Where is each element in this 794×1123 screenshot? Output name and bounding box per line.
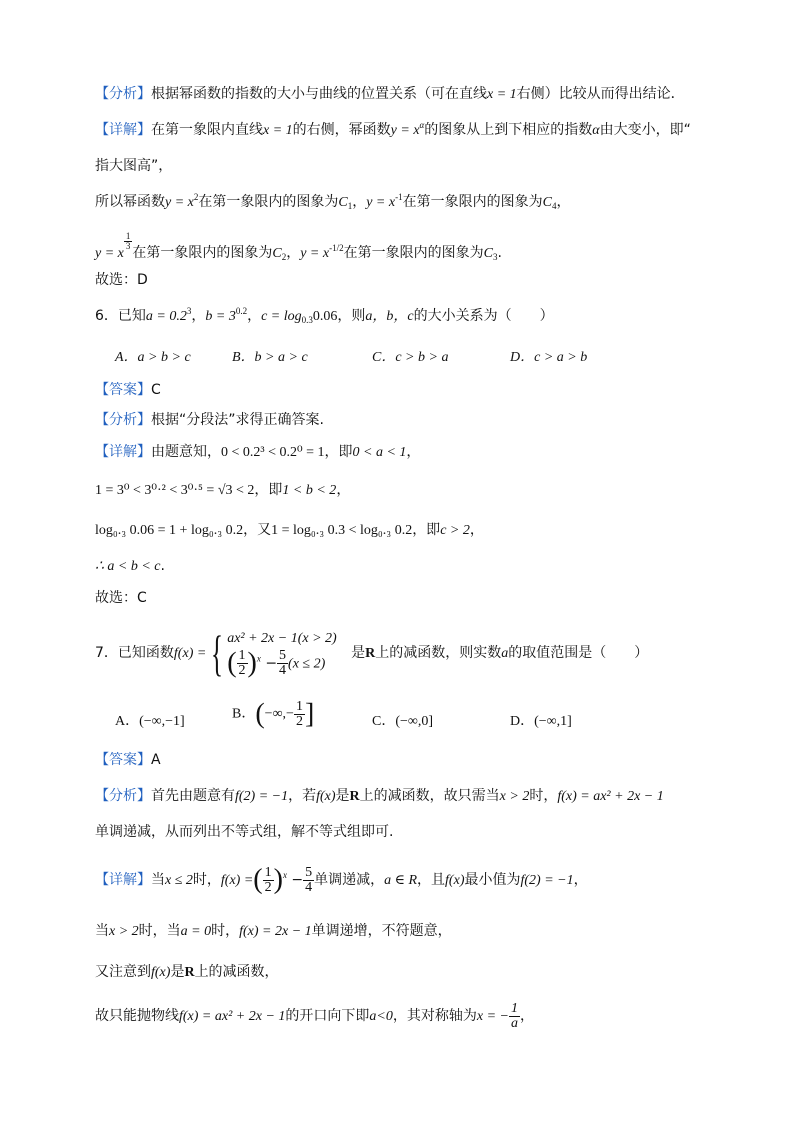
detail-line-q7-1: 【详解】当x ≤ 2时，f(x) =( $\frac{1}{2}$ )$^x$ − $\frac{5}{4}$ 单调递减，a ∈ R，且f(x)最小值为f(2) = −1， — [95, 864, 588, 895]
numerator: 1 — [264, 864, 272, 880]
equation: a = 0.2 — [145, 309, 187, 324]
real-set: R — [184, 965, 195, 980]
equation: y = x — [390, 123, 420, 138]
equation: 1 = 3⁰ < 3⁰·² < 3⁰·⁵ = √3 < 2 — [95, 483, 255, 498]
text: 的开口向下即 — [285, 1008, 370, 1024]
text: 上的减函数， — [194, 964, 279, 980]
subscript: 2 — [281, 252, 287, 262]
text: 上的减函数，则实数 — [375, 645, 502, 661]
text: ， — [286, 245, 301, 261]
option-text: A．(−∞,−1] — [115, 714, 185, 729]
text: 是 — [351, 645, 366, 661]
text: 单调递减， — [314, 872, 385, 888]
text: 的图象从上到下相应的指数 — [424, 122, 593, 138]
exponent: 0.2 — [235, 306, 248, 316]
equation: ∴ a < b < c — [95, 559, 161, 574]
equation: x = 1 — [487, 87, 517, 102]
text: 由大变小，即“ — [599, 122, 691, 138]
text: 当 — [151, 872, 165, 888]
text: 由题意知， — [151, 444, 221, 460]
equation: x = 1 — [263, 123, 293, 138]
text: ， — [352, 194, 367, 210]
option-text: D．c > a > b — [510, 350, 588, 365]
subscript: 3 — [492, 252, 498, 262]
equation: b = 3 — [205, 309, 236, 324]
equation: f(2) = −1 — [520, 873, 574, 888]
text: ，即 — [412, 522, 441, 538]
option-a — [115, 710, 185, 730]
text: 是 — [335, 788, 350, 804]
exponent: -1/2 — [329, 243, 344, 253]
text: 故选：D — [95, 272, 148, 288]
option-text: B．b > a > c — [232, 350, 308, 365]
detail-line-q5-2 — [95, 192, 570, 213]
equation: f(2) = −1 — [235, 789, 289, 804]
equation: f(x) = ax² + 2x − 1 — [179, 1009, 286, 1024]
condition: (x ≤ 2) — [288, 656, 326, 671]
denominator: 4 — [305, 879, 313, 895]
option-text: −∞,− — [264, 706, 294, 722]
answer-tag: 【答案】 — [95, 752, 151, 768]
text: ， — [406, 444, 421, 460]
equation: y = x — [366, 195, 396, 210]
text: 在第一象限内的图象为 — [198, 194, 339, 210]
real-set: R — [365, 646, 376, 661]
text: ，即 — [324, 444, 353, 460]
numerator: 1 — [510, 1000, 518, 1016]
text: 又注意到 — [95, 964, 151, 980]
analysis-tag: 【分析】 — [95, 788, 151, 804]
detail-tag: 【详解】 — [95, 122, 151, 138]
numerator: 5 — [279, 647, 287, 663]
option-c — [372, 710, 433, 730]
equation: c = log — [261, 309, 302, 324]
equation: 0 < a < 1 — [352, 445, 407, 460]
text: . — [497, 245, 502, 261]
equation: x > 2 — [109, 924, 139, 939]
text: 故只能抛物线 — [95, 1008, 179, 1024]
answer-tag: 【答案】 — [95, 382, 151, 398]
detail-line-q6-4 — [95, 556, 165, 577]
detail-line-q6-2 — [95, 480, 350, 501]
equation: f(x) = 2x − 1 — [239, 924, 312, 939]
text: 时，当 — [138, 923, 181, 939]
text: 在第一象限内的图象为 — [402, 194, 543, 210]
equation: f(x) — [445, 873, 465, 888]
choose-line-q6 — [95, 588, 147, 608]
answer-value: C — [151, 382, 161, 398]
equation: a ∈ R — [384, 873, 418, 888]
exponent: x — [282, 870, 287, 880]
text: 在第一象限内的图象为 — [132, 245, 273, 261]
equation: x ≤ 2 — [165, 873, 193, 888]
subscript: 0.3 — [301, 315, 313, 325]
question-number: 6．已知 — [95, 308, 146, 324]
denominator: a — [510, 1015, 518, 1031]
text: ， — [469, 522, 484, 538]
text: ， — [336, 482, 351, 498]
option-text: A．a > b > c — [115, 350, 191, 365]
text: 单调递增，不符题意， — [311, 923, 452, 939]
text: 右侧）比较从而得出结论． — [516, 86, 685, 102]
equation: 1 < b < 2 — [282, 483, 337, 498]
equation: x = − — [476, 1009, 509, 1024]
option-c — [372, 346, 448, 366]
piecewise-cases — [227, 629, 337, 678]
option-d — [510, 710, 572, 730]
text: ，若 — [288, 788, 317, 804]
equation: y = x — [300, 246, 330, 261]
minus-sign: − — [291, 872, 304, 888]
question-7 — [95, 621, 648, 686]
curve-label: C — [272, 246, 282, 261]
answer-line-q6 — [95, 380, 161, 400]
analysis-line-q6 — [95, 410, 324, 430]
text: ，又 — [243, 522, 272, 538]
denominator: 4 — [279, 662, 287, 678]
alpha-symbol: α — [592, 123, 600, 138]
option-text: D．(−∞,1] — [510, 714, 572, 729]
option-text: C．(−∞,0] — [372, 714, 434, 729]
equation: f(x) = ax² + 2x − 1 — [557, 789, 664, 804]
minus-sign: − — [265, 655, 278, 671]
numerator: 1 — [238, 647, 246, 663]
text: 单调递减，从而列出不等式组，解不等式组即可. — [95, 824, 394, 840]
equation: f(x) — [151, 965, 171, 980]
text: ， — [573, 872, 588, 888]
question-6: 6．已知$a = 0.2^3$，$b = 3^{0.2}$，$c = \log_{0.3}0.06$，则a，b，c的大小关系为（ ） — [95, 306, 554, 325]
option-d — [510, 346, 587, 366]
text: ，即 — [254, 482, 283, 498]
answer-line-q7 — [95, 750, 161, 770]
variable: a — [501, 646, 509, 661]
option-a — [115, 346, 191, 366]
text: 的右侧，幂函数 — [292, 122, 391, 138]
detail-line-q6-1 — [95, 442, 420, 463]
text: 首先由题意有 — [151, 788, 235, 804]
answer-value: A — [151, 752, 161, 768]
equation: a<0 — [369, 1009, 393, 1024]
detail-line-q5 — [95, 120, 691, 141]
equation: y = x — [95, 246, 124, 261]
question-number: 7．已知函数 — [95, 645, 174, 661]
bracket: ( — [255, 698, 265, 730]
text: 时， — [529, 788, 558, 804]
detail-line-q7-2 — [95, 921, 452, 942]
detail-line-q7-3 — [95, 962, 279, 983]
denominator: 2 — [295, 714, 303, 729]
text: 故选：C — [95, 590, 147, 606]
subscript: 1 — [347, 201, 353, 211]
text: 根据幂函数的指数的大小与曲线的位置关系（可在直线 — [151, 86, 487, 102]
text: 最小值为 — [464, 872, 521, 888]
text: 时， — [192, 872, 221, 888]
exponent: x — [256, 653, 261, 663]
denominator: 2 — [264, 879, 272, 895]
function-name: f(x) = — [173, 646, 207, 661]
text: 的取值范围是（ ） — [508, 645, 649, 661]
text: ， — [519, 1008, 534, 1024]
equation: 1 = log₀.₃ 0.3 < log₀.₃ 0.2 — [271, 523, 413, 538]
analysis-line-q7-2 — [95, 822, 393, 842]
option-b — [232, 700, 314, 729]
exponent: α — [419, 120, 425, 130]
text: 根据“分段法”求得正确答案. — [151, 412, 324, 428]
text: 上的减函数，故只需当 — [359, 788, 500, 804]
text: ， — [556, 194, 571, 210]
curve-label: C — [542, 195, 552, 210]
equation: f(x) — [316, 789, 336, 804]
option-text: C．c > b > a — [372, 350, 449, 365]
real-set: R — [349, 789, 360, 804]
equation: 0.06 — [312, 309, 338, 324]
text: 时， — [211, 923, 240, 939]
text: ，其对称轴为 — [392, 1008, 477, 1024]
analysis-tag: 【分析】 — [95, 412, 151, 428]
detail-tag: 【详解】 — [95, 444, 151, 460]
subscript: 4 — [551, 201, 557, 211]
analysis-line-q7-1 — [95, 786, 664, 807]
text: 当 — [95, 923, 109, 939]
text: ，则 — [337, 308, 366, 324]
numerator: 1 — [125, 231, 131, 241]
equation: log₀.₃ 0.06 = 1 + log₀.₃ 0.2 — [95, 523, 244, 538]
equation: 0 < 0.2³ < 0.2⁰ = 1 — [221, 445, 325, 460]
numerator: 1 — [295, 699, 303, 714]
equation: c > 2 — [440, 523, 470, 538]
text: . — [160, 558, 165, 574]
bracket: ] — [304, 698, 315, 730]
detail-continuation — [95, 156, 172, 176]
case-2: ( $\frac{1}{2}$ )$^x$ − $\frac{5}{4}$ (x ≤ 2) — [227, 647, 326, 678]
detail-line-q7-4 — [95, 996, 534, 1037]
analysis-line-q5 — [95, 84, 685, 105]
equation: y = x — [165, 195, 194, 210]
text: 在第一象限内直线 — [151, 122, 263, 138]
equation: a = 0 — [180, 924, 212, 939]
numerator: 5 — [305, 864, 313, 880]
detail-tag: 【详解】 — [95, 872, 151, 888]
analysis-tag: 【分析】 — [95, 86, 151, 102]
exponent: 2 — [193, 192, 199, 202]
equation: x > 2 — [499, 789, 530, 804]
case-1: ax² + 2x − 1(x > 2) — [227, 630, 337, 646]
choose-line-q5 — [95, 270, 148, 290]
detail-line-q6-3 — [95, 520, 484, 541]
text: ，且 — [417, 872, 446, 888]
text: 指大图高”， — [95, 158, 173, 174]
exponent: 3 — [186, 306, 192, 316]
denominator: 2 — [238, 662, 246, 678]
option-b — [232, 346, 308, 366]
equation: f(x) = — [220, 873, 254, 888]
curve-label: C — [338, 195, 348, 210]
text: 的大小关系为（ ） — [413, 308, 554, 324]
text: 在第一象限内的图象为 — [343, 245, 484, 261]
option-label: B． — [232, 706, 256, 722]
denominator: 3 — [125, 241, 131, 251]
text: 所以幂函数 — [95, 194, 165, 210]
detail-line-q5-3 — [95, 232, 502, 264]
text: 是 — [170, 964, 185, 980]
curve-label: C — [483, 246, 493, 261]
exponent: -1 — [395, 192, 403, 202]
variables: a，b，c — [365, 309, 414, 324]
piecewise-brace: { — [210, 625, 223, 681]
